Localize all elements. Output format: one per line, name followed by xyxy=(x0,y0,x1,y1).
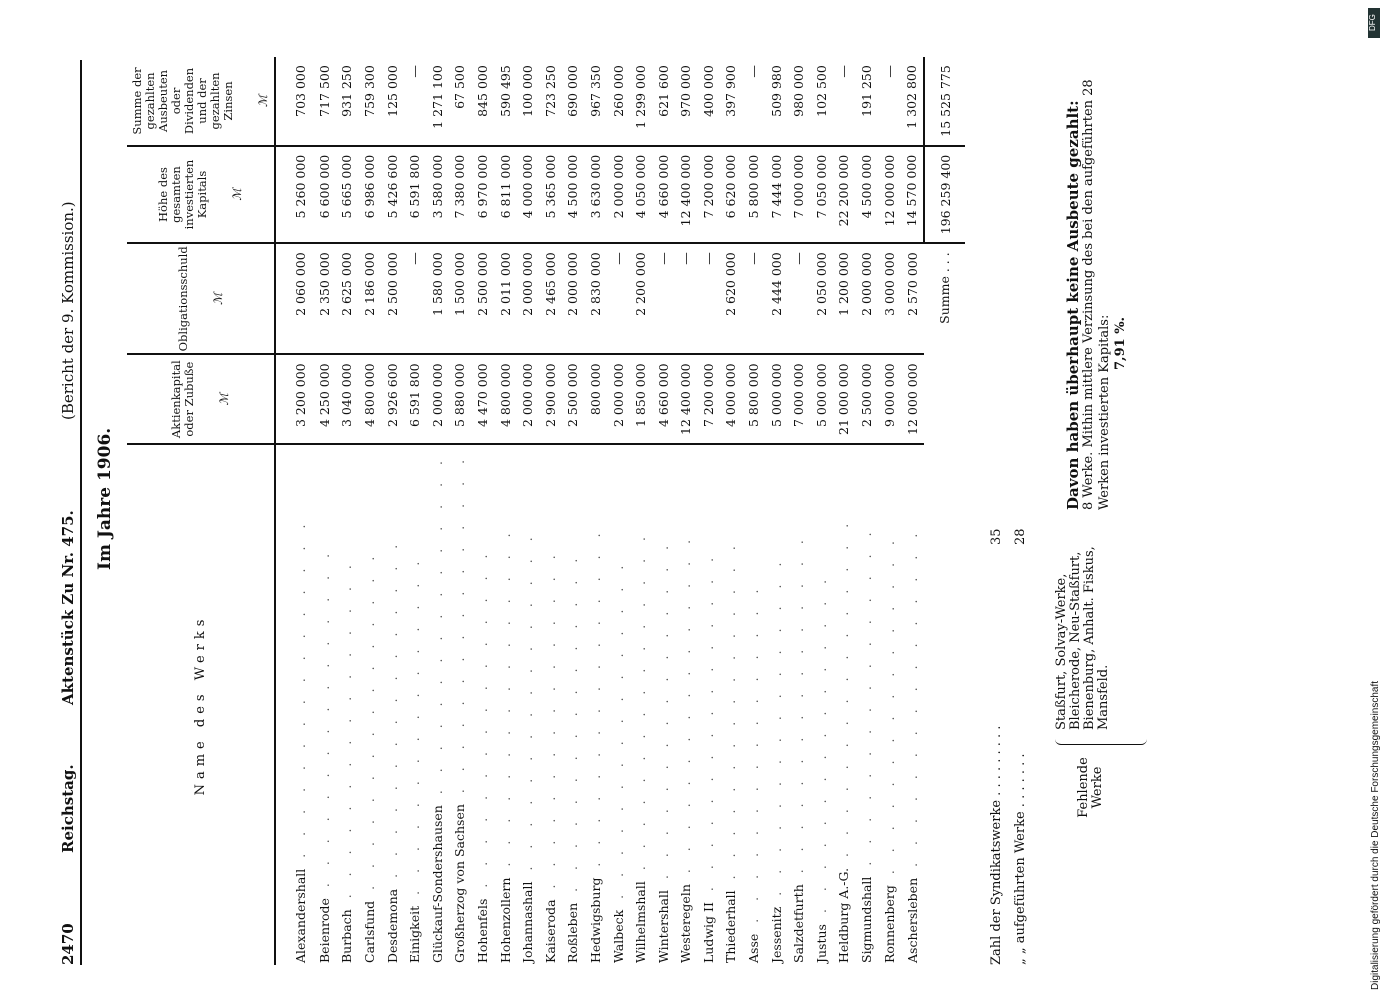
row-capital: 6 591 800 xyxy=(403,354,426,444)
row-invested: 5 800 000 xyxy=(742,146,765,244)
row-invested: 5 260 000 xyxy=(275,146,313,244)
row-name: Johannashall . . . . . . . . . . . . . . . . xyxy=(520,530,536,963)
row-name: Jessenitz . . . . . . . . . . . . . . . . xyxy=(768,555,784,963)
page-number: 2470 xyxy=(59,923,77,965)
header-left: Reichstag. xyxy=(59,764,77,853)
row-name: Aschersleben . . . . . . . . . . . . . . . . xyxy=(904,526,920,963)
table-row xyxy=(313,57,336,965)
table-row xyxy=(607,57,630,965)
row-dividends: 621 600 xyxy=(652,57,675,146)
row-invested: 6 591 800 xyxy=(403,146,426,244)
row-dividends: 509 980 xyxy=(765,57,788,146)
row-capital: 5 880 000 xyxy=(449,354,472,444)
row-dividends: 970 000 xyxy=(675,57,698,146)
row-capital: 7 200 000 xyxy=(697,354,720,444)
row-capital: 12 400 000 xyxy=(675,354,698,444)
row-bonds: 2 000 000 xyxy=(562,243,585,354)
table-row xyxy=(403,57,426,965)
note-percentage: 7,91 %. xyxy=(1113,316,1128,370)
table-row xyxy=(381,57,404,965)
col-bonds-header: Obligationsschuld ℳ xyxy=(127,243,275,354)
table-body xyxy=(275,57,965,965)
row-capital: 5 000 000 xyxy=(765,354,788,444)
row-bonds: 2 000 000 xyxy=(516,243,539,354)
row-dividends: 400 000 xyxy=(697,57,720,146)
row-invested: 5 426 600 xyxy=(381,146,404,244)
row-capital: 9 000 000 xyxy=(878,354,901,444)
table-row xyxy=(562,57,585,965)
row-bonds: 2 350 000 xyxy=(313,243,336,354)
row-invested: 5 665 000 xyxy=(336,146,359,244)
row-bonds: 1 580 000 xyxy=(426,243,449,354)
row-invested: 6 811 000 xyxy=(494,146,517,244)
row-capital: 800 000 xyxy=(584,354,607,444)
row-capital: 4 800 000 xyxy=(494,354,517,444)
row-name: Heldburg A.-G. . . . . . . . . . . . . . . . . xyxy=(836,516,852,963)
row-dividends: 759 300 xyxy=(358,57,381,146)
col-dividends-header: Summe der gezahlten Ausbeuten oder Dividenden und der gezahlten Zinsen ℳ xyxy=(127,57,275,146)
row-invested: 6 970 000 xyxy=(471,146,494,244)
row-bonds: 2 500 000 xyxy=(471,243,494,354)
table-row xyxy=(471,57,494,965)
stat-row: Zahl der Syndikatswerke . . . . . . . . . 35 xyxy=(989,528,1004,965)
row-capital: 2 000 000 xyxy=(607,354,630,444)
stat-row: „ „ aufgeführten Werke . . . . . . . 28 xyxy=(1013,528,1028,965)
row-name: Kaiseroda . . . . . . . . . . . . . . . . xyxy=(542,548,558,963)
sum-row xyxy=(924,57,965,965)
row-name: Hohenzollern . . . . . . . . . . . . . . . . xyxy=(497,526,513,963)
row-bonds: 2 465 000 xyxy=(539,243,562,354)
row-bonds: — xyxy=(742,243,765,354)
row-bonds: 2 060 000 xyxy=(275,243,313,354)
row-invested: 6 986 000 xyxy=(358,146,381,244)
brace xyxy=(1055,734,1147,745)
row-capital: 2 000 000 xyxy=(426,354,449,444)
sum-label: Summe . . . xyxy=(937,252,953,324)
row-name: Sigmundshall . . . . . . . . . . . . . . . . xyxy=(859,525,875,963)
table-row xyxy=(584,57,607,965)
row-bonds: 2 000 000 xyxy=(855,243,878,354)
row-dividends: 102 500 xyxy=(810,57,833,146)
row-name: Hohenfels . . . . . . . . . . . . . . . . xyxy=(474,547,490,963)
row-capital: 7 000 000 xyxy=(787,354,810,444)
row-name: Westeregeln . . . . . . . . . . . . . . . . xyxy=(678,532,694,963)
row-invested: 3 580 000 xyxy=(426,146,449,244)
row-name: Walbeck . . . . . . . . . . . . . . . . xyxy=(610,558,626,963)
row-bonds: 2 625 000 xyxy=(336,243,359,354)
row-invested: 7 380 000 xyxy=(449,146,472,244)
row-dividends: 717 500 xyxy=(313,57,336,146)
row-bonds: 2 570 000 xyxy=(900,243,924,354)
row-invested: 7 000 000 xyxy=(787,146,810,244)
row-bonds: 2 186 000 xyxy=(358,243,381,354)
table-row xyxy=(516,57,539,965)
row-name: Justus . . . . . . . . . . . . . . . . xyxy=(813,572,829,963)
table-row xyxy=(675,57,698,965)
row-invested: 4 000 000 xyxy=(516,146,539,244)
row-name: Alexandershall . . . . . . . . . . . . . . . . xyxy=(293,517,308,963)
table-row xyxy=(742,57,765,965)
row-dividends: 1 271 100 xyxy=(426,57,449,146)
row-name: Desdemona . . . . . . . . . . . . . . . . xyxy=(384,537,400,963)
row-bonds: — xyxy=(697,243,720,354)
table-row xyxy=(765,57,788,965)
table-row xyxy=(900,57,924,965)
table-row xyxy=(833,57,856,965)
row-capital: 2 926 600 xyxy=(381,354,404,444)
note-heading: Davon haben überhaupt keine Ausbeute gezahlt: xyxy=(1064,100,1082,510)
missing-label: Fehlende Werke xyxy=(1076,757,1105,818)
row-dividends: 967 350 xyxy=(584,57,607,146)
row-capital: 5 000 000 xyxy=(810,354,833,444)
row-capital: 4 470 000 xyxy=(471,354,494,444)
header-title: Aktenstück Zu Nr. 475. xyxy=(59,510,77,705)
row-dividends: — xyxy=(833,57,856,146)
row-capital: 5 800 000 xyxy=(742,354,765,444)
row-dividends: 1 299 000 xyxy=(629,57,652,146)
header-right: (Bericht der 9. Kommission.) xyxy=(59,201,77,420)
row-invested: 14 570 000 xyxy=(900,146,924,244)
row-name: Großherzog von Sachsen . . . . . . . . . . . . . . . . xyxy=(452,452,468,963)
row-bonds: 2 620 000 xyxy=(720,243,743,354)
year-title: Im Jahre 1906. xyxy=(95,427,115,570)
row-invested: 6 620 000 xyxy=(720,146,743,244)
row-dividends: — xyxy=(403,57,426,146)
rotated-content xyxy=(55,60,1355,965)
table-row xyxy=(629,57,652,965)
row-dividends: 703 000 xyxy=(275,57,313,146)
row-name: Thiederhall . . . . . . . . . . . . . . . . xyxy=(723,539,739,963)
row-capital: 4 660 000 xyxy=(652,354,675,444)
row-dividends: 845 000 xyxy=(471,57,494,146)
row-invested: 4 050 000 xyxy=(629,146,652,244)
row-invested: 7 050 000 xyxy=(810,146,833,244)
row-bonds: 1 500 000 xyxy=(449,243,472,354)
row-invested: 6 600 000 xyxy=(313,146,336,244)
works-table xyxy=(127,57,965,965)
row-dividends: 590 495 xyxy=(494,57,517,146)
header-rule xyxy=(80,60,82,965)
no-dividend-note xyxy=(1065,70,1129,510)
col-name-header: Name des Werks xyxy=(127,444,275,965)
row-capital: 12 000 000 xyxy=(900,354,924,444)
col-invested-header: Höhe des gesamten investierten Kapitals ℳ xyxy=(127,146,275,244)
row-dividends: 100 000 xyxy=(516,57,539,146)
table-row xyxy=(358,57,381,965)
row-bonds: — xyxy=(787,243,810,354)
row-capital: 2 500 000 xyxy=(855,354,878,444)
row-dividends: 67 500 xyxy=(449,57,472,146)
note-text: 8 Werke. Mithin mittlere Verzinsung des bei den aufgeführten 28 Werken investierten Kapitals: xyxy=(1081,79,1112,510)
row-name: Salzdetfurth . . . . . . . . . . . . . . . . xyxy=(791,533,807,963)
row-dividends: 125 000 xyxy=(381,57,404,146)
row-invested: 4 500 000 xyxy=(855,146,878,244)
row-bonds: 2 444 000 xyxy=(765,243,788,354)
row-dividends: — xyxy=(878,57,901,146)
col-capital-header: Aktienkapital oder Zubuße ℳ xyxy=(127,354,275,444)
row-bonds: 1 200 000 xyxy=(833,243,856,354)
row-bonds: 2 011 000 xyxy=(494,243,517,354)
row-invested: 3 630 000 xyxy=(584,146,607,244)
row-name: Hedwigsburg . . . . . . . . . . . . . . . . xyxy=(587,526,603,963)
row-dividends: 191 250 xyxy=(855,57,878,146)
row-invested: 12 000 000 xyxy=(878,146,901,244)
row-invested: 7 444 000 xyxy=(765,146,788,244)
table-row xyxy=(652,57,675,965)
table-header-row xyxy=(127,57,275,965)
row-name: Carlsfund . . . . . . . . . . . . . . . . xyxy=(361,549,377,963)
row-dividends: 260 000 xyxy=(607,57,630,146)
row-bonds: — xyxy=(403,243,426,354)
table-row xyxy=(449,57,472,965)
row-capital: 4 000 000 xyxy=(720,354,743,444)
row-invested: 7 200 000 xyxy=(697,146,720,244)
row-dividends: 980 000 xyxy=(787,57,810,146)
row-invested: 4 660 000 xyxy=(652,146,675,244)
row-name: Beienrode . . . . . . . . . . . . . . . . xyxy=(316,546,332,963)
row-invested: 4 500 000 xyxy=(562,146,585,244)
row-bonds: 2 830 000 xyxy=(584,243,607,354)
row-bonds: 2 200 000 xyxy=(629,243,652,354)
table-row xyxy=(787,57,810,965)
row-dividends: 397 900 xyxy=(720,57,743,146)
syndicate-stats xyxy=(985,345,1033,965)
row-bonds: 3 000 000 xyxy=(878,243,901,354)
row-name: Wintershall . . . . . . . . . . . . . . . . xyxy=(655,538,671,963)
table-row xyxy=(697,57,720,965)
row-name: Burbach . . . . . . . . . . . . . . . . xyxy=(339,558,355,963)
table-row xyxy=(275,57,313,965)
row-capital: 1 850 000 xyxy=(629,354,652,444)
table-row xyxy=(494,57,517,965)
row-bonds: — xyxy=(607,243,630,354)
row-name: Glückauf-Sondershausen . . . . . . . . . . . . . . . . xyxy=(429,453,445,963)
row-dividends: 1 302 800 xyxy=(900,57,924,146)
row-capital: 3 040 000 xyxy=(336,354,359,444)
row-bonds: 2 500 000 xyxy=(381,243,404,354)
table-row xyxy=(720,57,743,965)
table-row xyxy=(426,57,449,965)
table-row xyxy=(810,57,833,965)
row-name: Asse . . . . . . . . . . . . . . . . xyxy=(746,582,762,963)
row-dividends: 931 250 xyxy=(336,57,359,146)
row-invested: 5 365 000 xyxy=(539,146,562,244)
row-capital: 3 200 000 xyxy=(275,354,313,444)
row-name: Roßleben . . . . . . . . . . . . . . . . xyxy=(565,551,581,963)
row-capital: 4 250 000 xyxy=(313,354,336,444)
row-name: Einigkeit . . . . . . . . . . . . . . . . xyxy=(407,554,423,963)
sum-invested: 196 259 400 xyxy=(924,146,965,244)
row-dividends: 723 250 xyxy=(539,57,562,146)
sum-dividends: 15 525 775 xyxy=(924,57,965,146)
missing-list: Staßfurt, Solvay-Werke, Bleicherode, Neu-Staßfurt, Bienenburg, Anhalt. Fiskus, Mansfeld. xyxy=(1054,546,1111,730)
dfg-logo: DFG xyxy=(1368,8,1380,38)
row-invested: 22 200 000 xyxy=(833,146,856,244)
row-invested: 12 400 000 xyxy=(675,146,698,244)
row-bonds: — xyxy=(675,243,698,354)
row-name: Ludwig II . . . . . . . . . . . . . . . . xyxy=(700,550,716,963)
table-row xyxy=(336,57,359,965)
row-bonds: 2 050 000 xyxy=(810,243,833,354)
table-row xyxy=(855,57,878,965)
row-bonds: — xyxy=(652,243,675,354)
row-capital: 2 000 000 xyxy=(516,354,539,444)
row-invested: 2 000 000 xyxy=(607,146,630,244)
table-row xyxy=(878,57,901,965)
row-name: Ronnenberg . . . . . . . . . . . . . . . . xyxy=(881,533,897,963)
table-row xyxy=(539,57,562,965)
row-capital: 4 800 000 xyxy=(358,354,381,444)
row-capital: 2 500 000 xyxy=(562,354,585,444)
digitization-credit: Digitalisierung gefördert durch die Deutsche Forschungsgemeinschaft xyxy=(1370,680,1381,990)
row-dividends: 690 000 xyxy=(562,57,585,146)
row-capital: 21 000 000 xyxy=(833,354,856,444)
row-capital: 2 900 000 xyxy=(539,354,562,444)
row-name: Wilhelmshall . . . . . . . . . . . . . . . . xyxy=(633,530,649,963)
row-dividends: — xyxy=(742,57,765,146)
